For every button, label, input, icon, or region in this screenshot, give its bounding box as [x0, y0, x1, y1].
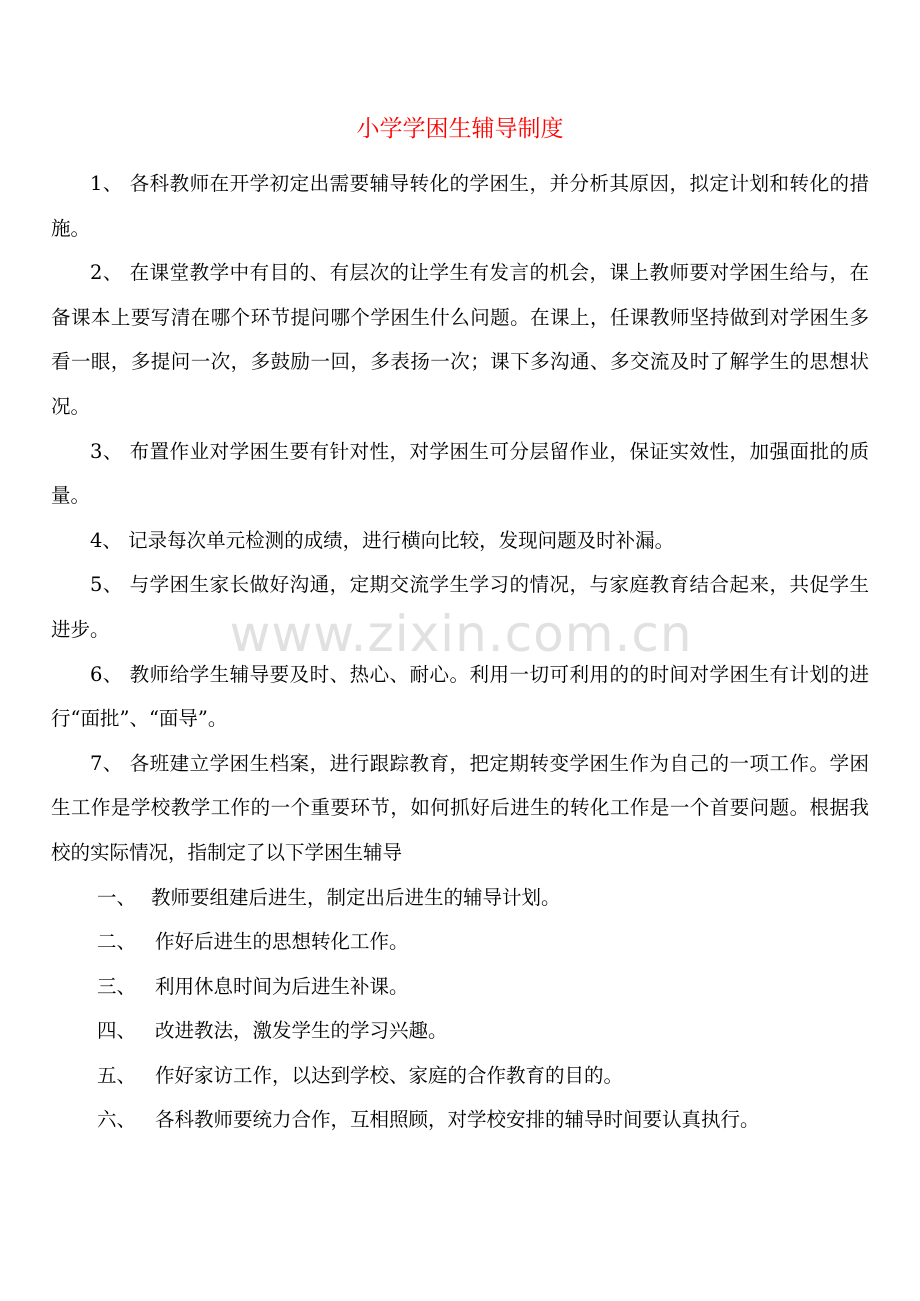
list-item: [51, 920, 869, 965]
list-marker: 四、: [97, 1019, 137, 1043]
watermark: www.zixin.com.cn: [229, 605, 693, 663]
list-item: [51, 876, 869, 921]
paragraph-3: 3、 布置作业对学困生要有针对性，对学困生可分层留作业，保证实效性，加强面批的质量。: [51, 439, 869, 508]
list-item-text: 利用休息时间为后进生补课。: [155, 974, 409, 998]
list-marker: 五、: [97, 1063, 137, 1087]
list-item-text: 教师要组建后进生，制定出后进生的辅导计划。: [151, 885, 561, 909]
list-item: [51, 965, 869, 1010]
list-marker: 六、: [97, 1108, 137, 1132]
list-item-text: 作好后进生的思想转化工作。: [155, 930, 409, 954]
list-marker: 二、: [97, 930, 137, 954]
measures-list: [51, 876, 869, 1144]
paragraph-1: 1、 各科教师在开学初定出需要辅导转化的学困生，并分析其原因，拟定计划和转化的措施。: [51, 172, 869, 240]
list-item: [51, 1098, 869, 1143]
paragraph-4: 4、 记录每次单元检测的成绩，进行横向比较，发现问题及时补漏。: [90, 528, 675, 552]
list-item-text: 改进教法，激发学生的学习兴趣。: [155, 1019, 448, 1043]
list-marker: 三、: [97, 974, 137, 998]
paragraph-7: 7、 各班建立学困生档案，进行跟踪教育，把定期转变学困生作为自己的一项工作。学困生工作是学校教学工作的一个重要环节，如何抓好后进生的转化工作是一个首要问题。根据我校的实际情况，指制定了以下学困生辅导: [51, 751, 869, 864]
paragraph-6: 6、 教师给学生辅导要及时、热心、耐心。利用一切可利用的的时间对学困生有计划的进行“面批”、“面导”。: [51, 662, 869, 731]
paragraph-5: 5、 与学困生家长做好沟通，定期交流学生学习的情况，与家庭教育结合起来，共促学生进步。: [51, 573, 869, 641]
list-marker: 一、: [97, 885, 137, 909]
list-item: [51, 1009, 869, 1054]
list-item-text: 作好家访工作，以达到学校、家庭的合作教育的目的。: [155, 1063, 624, 1087]
list-item-text: 各科教师要统力合作，互相照顾，对学校安排的辅导时间要认真执行。: [155, 1108, 760, 1132]
paragraph-2: 2、 在课堂教学中有目的、有层次的让学生有发言的机会，课上教师要对学困生给与，在备课本上要写清在哪个环节提问哪个学困生什么问题。在课上，任课教师坚持做到对学困生多看一眼，多提问一次，多鼓励一回，多表扬一次；课下多沟通、多交流及时了解学生的思想状况。: [51, 261, 869, 418]
list-item: [51, 1054, 869, 1099]
document-title: 小学学困生辅导制度: [356, 116, 564, 142]
